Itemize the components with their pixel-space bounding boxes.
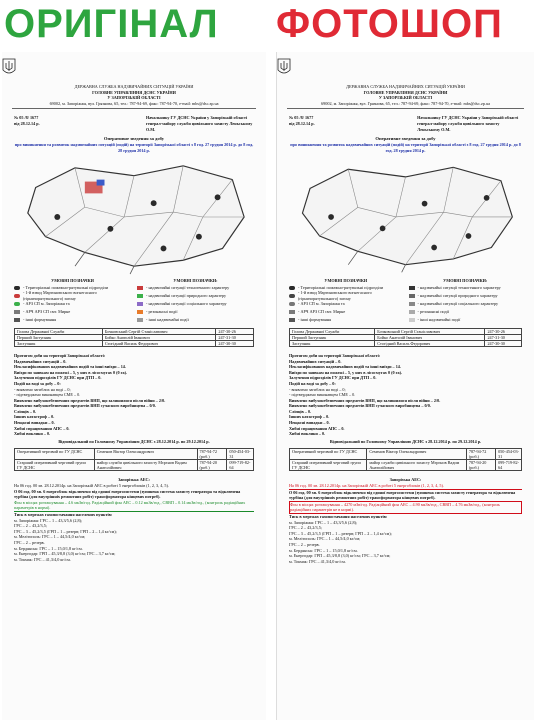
table-row: Перший Заступник Бойко Анатолій Іванович 247-31-30 bbox=[15, 334, 254, 340]
aes-line-1: На 06 год. 00 хв. 28.12.2014р. на Запорізькій АЕС в роботі 5 енергоблоків (1, 2, 3, 4, 5). bbox=[14, 483, 169, 489]
region-map bbox=[291, 157, 520, 275]
legend-item: - АРЗ СП м. Запоріжжя та bbox=[298, 301, 345, 307]
table-row: Оперативний черговий по ГУ ДСНС Семенов Віктор Олександрович 787-94-72 (роб.) 050-454-03-31 bbox=[15, 449, 254, 460]
dept-name: ГОЛОВНЕ УПРАВЛІННЯ ДСНС УКРАЇНИ bbox=[363, 89, 448, 95]
banner bbox=[0, 0, 537, 46]
duty-title: Відповідальний по Головному Управлінню ДСНС з 28.12.2014 р. по 29.12.2014 р. bbox=[58, 438, 210, 444]
summary-subtitle: про виникнення та розвиток надзвичайних ситуацій (подій) на території Запорізької області з 8 год. 27 грудня 2014 р. до 8 год. 28 грудня 2014 р. bbox=[14, 142, 254, 153]
agency-name: ДЕРЖАВНА СЛУЖБА НАДЗВИЧАЙНИХ СИТУАЦІЙ УКРАЇНИ bbox=[74, 84, 194, 89]
legend-item: - інші надзвичайні події bbox=[146, 317, 189, 323]
report-body: Протягом доби на території Запорізької області: Надзвичайних ситуацій – 0. Некласифікованих надзвичайних подій та інші виїзди – 14. Виїзди по заявкам на пожежі – 5, у них в лісосмугах 0 (0 га). Залучення підрозділів ГУ ДСНС при ДТП – 0. Подій на воді за добу – 0: - виявлено загиблих на воді – 0; - підтверджено виконавцем СМЕ – 0. Виявлено вибухонебезпечних предметів ВНП, що залишилися після війни – 2/0. Виявлено вибухонебезпечних предметів ВНП сучасного виробництва – 0/0. Сліпців – 0. Інших катастроф – 0. Нещасні випадки – 0. Хибні спрацювання АПС – 0. Хибні виклики – 0. bbox=[14, 352, 166, 437]
legend-item: - надзвичайні ситуації техногенного характеру bbox=[417, 285, 501, 291]
aes-line-2: О 06 год. 00 хв. 6 енергоблок відключено від єдиної енергосистеми (зупинена система захисту генератора та відключена турбіна (для внутрішніх ремонтних робіт) трансформатора кінцевих потреб). bbox=[289, 489, 516, 501]
addressee: Начальнику ГУ ДСНС України у Запорізькій області генерал-майору служби цивільного захисту Леньському О.М. bbox=[146, 115, 253, 132]
agency-name: ДЕРЖАВНА СЛУЖБА НАДЗВИЧАЙНИХ СИТУАЦІЙ УКРАЇНИ bbox=[346, 84, 465, 89]
address: 69002, м. Запоріжжя, вул. Грязнова, 65, тел.: 787-94-69, факс: 787-94-70, e-mail: mbs@dsc.zp.ua bbox=[49, 100, 219, 106]
legend-left-title: УМОВНІ ПОЗНАЧКИ bbox=[51, 278, 94, 284]
summary-subtitle: про виникнення та розвиток надзвичайних ситуацій (подій) на території Запорізької області з 8 год. 27 грудня 2014 р. до 8 год. 28 грудня 2014 р. bbox=[290, 142, 521, 153]
legend-right-title: УМОВНІ ПОЗНАЧКИ: bbox=[443, 278, 488, 284]
ref-number: № 05 /8/ 1677 bbox=[289, 115, 314, 121]
table-row: Перший Заступник Бойко Анатолій Іванович 247-31-30 bbox=[290, 334, 522, 340]
staff-table bbox=[289, 328, 522, 347]
table-row: Старший оперативний черговий групи ГУ ДСНС майор служби цивільного захисту Мєрєнов Вадим Анатолійович 787-94-20 (роб.) 099-719-82-64 bbox=[290, 460, 522, 471]
table-row: Заступник Стогідний Василь Федорович 247-30-30 bbox=[290, 340, 522, 346]
legend-item: - резонансні події bbox=[146, 309, 178, 315]
legend-item: - інші формування bbox=[298, 317, 332, 323]
legend-item: - надзвичайні ситуації техногенного характеру bbox=[146, 285, 230, 291]
legend-item: - інші формування bbox=[23, 317, 57, 323]
aes-line-2: О 06 год. 00 хв. 6 енергоблок відключено від єдиної енергосистеми (зупинена система захисту генератора та відключена турбіна (для внутрішніх ремонтних робіт) трансформатора кінцевих потреб). bbox=[14, 488, 241, 500]
table-row: Заступник Стогідний Василь Федорович 247-30-30 bbox=[15, 340, 254, 346]
legend-item: - інші надзвичайні події bbox=[417, 317, 461, 323]
legend-item: - надзвичайні ситуації соціального характеру bbox=[417, 301, 499, 307]
legend-item: - 1-й взвод Мартиновського вогнегасного (гірничорятувального) загону bbox=[298, 290, 372, 301]
aes-section: Запорізька АЕС: На 06 год. 00 хв. 28.12.2014р. на Запорізькій АЕС в роботі 5 енергоблоків (1, 2, 3, 4, 5). О 06 год. 00 хв. 6 енергоблок відключено від єдиної енергосистеми (зупинена система захисту генератора та відключена турбіна (для внутрішніх ремонтних робіт) трансформатора кінцевих потреб). Фон в місцях розташування – 4270 мЗв/год. Радіаційний фон АЕС – 4.90 мкЗв/год., СВВП – 4.76 мкЗв/год., (контроль радіаційних параметрів не в нормі). Тиск в мережах газопостачання населених пунктів: м. Запоріжжя: ГРС – 1 – 43,3/5,6 (2,8); ГРС – 2 – 43,2/3,5; ГРС – 3 – 45,2/3,5 (ГРП – 1 – резерв; ГРП – 2 – 1,4 кг/см); м. Мелітополь: ГРС – 1 – 44,5/4,0 кг/см; ГРС – 2 – резерв. м. Бердянськ: ГРС – 1 – 15,0/1,8 кг/см. м. Енергодар: ГРП – 45,3/8,8 (3,0) кг/см; ГРС – 3,7 кг/см; м. Токмак: ГРС – 41,3/4,0 кг/см. bbox=[277, 475, 534, 566]
legend-item: - АРЧ АРЗ СП смт. Мирне bbox=[23, 309, 71, 315]
report-body: Протягом доби на території Запорізької області: Надзвичайних ситуацій – 0. Некласифікованих надзвичайних подій та інші виїзди – 14. Виїзди по заявкам на пожежі – 5, у них в лісосмугах 0 (0 га). Залучення підрозділів ГУ ДСНС при ДТП – 0. Подій на воді за добу – 0: - виявлено загиблих на воді – 0; - підтверджено виконавцем СМЕ – 0. Виявлено вибухонебезпечних предметів ВНП, що залишилися після війни – 2/0. Виявлено вибухонебезпечних предметів ВНП сучасного виробництва – 0/0. Сліпців – 0. Інших катастроф – 0. Нещасні випадки – 0. Хибні спрацювання АПС – 0. Хибні виклики – 0. bbox=[289, 352, 441, 437]
legend-item: - резонансні події bbox=[417, 309, 449, 315]
region-map bbox=[16, 157, 252, 275]
table-row: Голова Державної Служби Бочковський Сергій Станіславович 247-30-26 bbox=[290, 328, 522, 334]
dept-name: ГОЛОВНЕ УПРАВЛІННЯ ДСНС УКРАЇНИ bbox=[92, 89, 176, 95]
table-row: Оперативний черговий по ГУ ДСНС Семенов Віктор Олександрович 787-94-72 (роб.) 050-454-03-31 bbox=[290, 449, 522, 460]
summary-title: Оперативне зведення за добу bbox=[103, 136, 165, 142]
legend-item: - надзвичайні ситуації соціального характеру bbox=[146, 301, 227, 307]
summary-title: Оперативне зведення за добу bbox=[375, 136, 436, 142]
ref-date: від 28.12.14 р. bbox=[289, 120, 315, 126]
legend-item: - надзвичайні ситуації природного характеру bbox=[417, 293, 498, 299]
region-name: У ЗАПОРІЗЬКІЙ ОБЛАСТІ bbox=[107, 95, 161, 101]
addressee: Начальнику ГУ ДСНС України у Запорізькій області генерал-майору служби цивільного захисту Леньському О.М. bbox=[417, 115, 519, 132]
legend-item: - АРЗ СП м. Запоріжжя та bbox=[23, 301, 70, 307]
legend-item: - Територіальні пожежно-рятувальні підрозділи bbox=[298, 285, 384, 291]
legend-item: - надзвичайні ситуації природного характеру bbox=[146, 293, 227, 299]
legend-left-title: УМОВНІ ПОЗНАЧКИ bbox=[324, 278, 368, 284]
region-name: У ЗАПОРІЗЬКІЙ ОБЛАСТІ bbox=[378, 95, 433, 101]
duty-title: Відповідальний по Головному Управлінню ДСНС з 28.12.2014 р. по 29.12.2014 р. bbox=[329, 438, 482, 444]
legend-right-title: УМОВНІ ПОЗНАЧКИ: bbox=[173, 278, 218, 284]
ref-date: від 28.12.14 р. bbox=[14, 120, 40, 126]
legend-item: - Територіальні пожежно-рятувальні підрозділи bbox=[23, 285, 109, 291]
trident-emblem-icon bbox=[2, 58, 16, 76]
duty-table bbox=[289, 448, 522, 471]
aes-radiation-line: Фон в місцях розташування – 4.6 мкЗв/год. Радіаційний фон АЕС – 0.12 мкЗв/год., СВВП – 0.14 мкЗв/год., (контроль радіаційних параметрів в нормі). bbox=[14, 500, 254, 512]
staff-table bbox=[14, 328, 254, 347]
original-document bbox=[2, 52, 266, 720]
photoshop-document bbox=[276, 52, 534, 720]
address: 69002, м. Запоріжжя, вул. Грязнова, 65, тел.: 787-94-69, факс: 787-94-70, e-mail: mbs@dsc.zp.ua bbox=[321, 100, 490, 106]
original-label: ОРИГІНАЛ bbox=[4, 2, 219, 46]
legend-item: - АРЧ АРЗ СП смт. Мирне bbox=[298, 309, 346, 315]
photoshop-label: ФОТОШОП bbox=[276, 2, 503, 46]
aes-section: Запорізька АЕС: На 06 год. 00 хв. 28.12.2014р. на Запорізькій АЕС в роботі 5 енергоблоків (1, 2, 3, 4, 5). О 06 год. 00 хв. 6 енергоблок відключено від єдиної енергосистеми (зупинена система захисту генератора та відключена турбіна (для внутрішніх ремонтних робіт) трансформатора кінцевих потреб). Фон в місцях розташування – 4.6 мкЗв/год. Радіаційний фон АЕС – 0.12 мкЗв/год., СВВП – 0.14 мкЗв/год., (контроль радіаційних параметрів в нормі). Тиск в мережах газопостачання населених пунктів: м. Запоріжжя: ГРС – 1 – 43,3/5,6 (2,8); ГРС – 2 – 43,2/3,5; ГРС – 3 – 45,2/3,5 (ГРП – 1 – резерв; ГРП – 2 – 1,4 кг/см); м. Мелітополь: ГРС – 1 – 44,5/4,0 кг/см; ГРС – 2 – резерв. м. Бердянськ: ГРС – 1 – 15,0/1,8 кг/см. м. Енергодар: ГРП – 45,3/8,8 (3,0) кг/см; ГРС – 3,7 кг/см; м. Токмак: ГРС – 41,3/4,0 кг/см. bbox=[2, 475, 266, 564]
table-row: Голова Державної Служби Бочковський Сергій Станіславович 247-30-26 bbox=[15, 328, 254, 334]
table-row: Старший оперативний черговий групи ГУ ДСНС майор служби цивільного захисту Мєрєнов Вадим Анатолійович 787-94-20 (роб.) 099-719-82-64 bbox=[15, 460, 254, 471]
aes-radiation-line: Фон в місцях розташування – 4270 мЗв/год. Радіаційний фон АЕС – 4.90 мкЗв/год., СВВП – 4.76 мкЗв/год., (контроль радіаційних параметрів не в нормі). bbox=[289, 501, 522, 514]
trident-emblem-icon bbox=[277, 58, 291, 76]
aes-line-1: На 06 год. 00 хв. 28.12.2014р. на Запорізькій АЕС в роботі 5 енергоблоків (1, 2, 3, 4, 5). bbox=[289, 483, 522, 490]
ref-number: № 05 /8/ 1677 bbox=[14, 115, 39, 121]
legend-item: - 1-й взвод Мартиновського вогнегасного (гірничорятувального) загону bbox=[23, 290, 97, 301]
duty-table bbox=[14, 448, 254, 471]
